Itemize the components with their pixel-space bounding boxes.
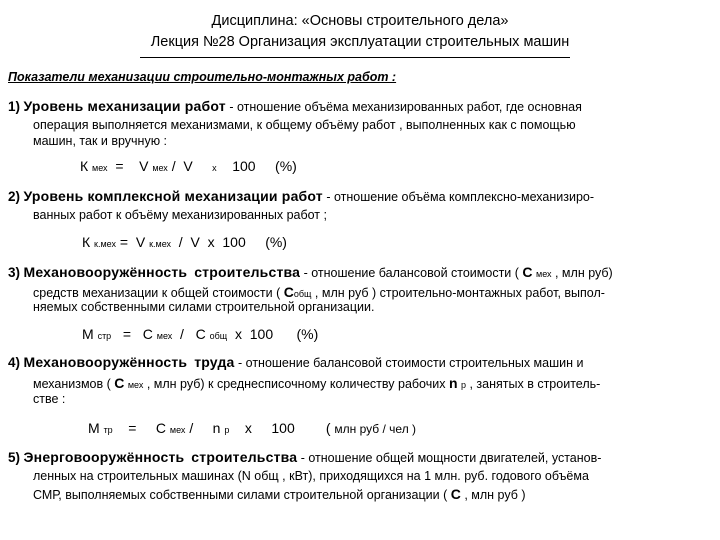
section-4-line-2: механизмов ( С мех , млн руб) к среднесписочному количеству рабочих n р , занятых в строитель-: [33, 375, 601, 391]
section-3-line-3: няемых собственными силами строительной организации.: [33, 300, 375, 314]
section-2-line-2: ванных работ к объёму механизированных работ ;: [33, 208, 327, 222]
section-number: 1): [8, 99, 21, 114]
section-5-heading: 5) Энерговооружённость строительства - отношение общей мощности двигателей, установ-: [8, 449, 602, 465]
section-1-heading: [8, 98, 582, 114]
section-number: 5): [8, 450, 21, 465]
section-term: Уровень комплексной механизации работ: [23, 188, 323, 204]
section-4-line-3: стве :: [33, 392, 66, 406]
lecture-title: Лекция №28 Организация эксплуатации строительных машин: [150, 34, 570, 50]
section-5-line-3: СМР, выполняемых собственными силами строительной организации ( С , млн руб ): [33, 486, 526, 502]
section-5-line-2: ленных на строительных машинах (N общ , кВт), приходящихся на 1 млн. руб. годового объёма: [33, 469, 589, 483]
section-number: 3): [8, 265, 21, 280]
section-1-line-3: машин, так и вручную :: [33, 134, 168, 148]
section-1-line-2: операция выполняется механизмами, к общему объёму работ , выполненных как с помощью: [33, 118, 576, 132]
formula-2: К к.мех = V к.мех / V х 100 (%): [82, 234, 287, 250]
discipline-title: Дисциплина: «Основы строительного дела»: [211, 13, 509, 29]
formula-3: М стр = С мех / С общ х 100 (%): [82, 326, 319, 342]
header-divider: [140, 57, 570, 58]
section-text: - отношение объёма механизированных работ, где основная: [225, 100, 582, 114]
formula-1: К мех = V мех / V х 100 (%): [80, 158, 297, 174]
section-text: - отношение объёма комплексно-механизиро-: [322, 190, 595, 204]
formula-4: М тр = С мех / n р х 100 ( млн руб / чел ): [88, 420, 417, 436]
section-number: 2): [8, 189, 21, 204]
section-2-heading: [8, 188, 594, 204]
section-3-line-2: средств механизации к общей стоимости ( Собщ , млн руб ) строительно-монтажных работ, выпол-: [33, 284, 605, 300]
section-4-heading: 4) Механовооружённость труда - отношение балансовой стоимости строительных машин и: [8, 354, 584, 370]
section-3-heading: 3) Механовооружённость строительства - отношение балансовой стоимости ( С мех , млн руб): [8, 264, 613, 280]
section-subtitle: Показатели механизации строительно-монтажных работ :: [8, 70, 397, 84]
section-term: Уровень механизации работ: [23, 98, 226, 114]
section-number: 4): [8, 355, 21, 370]
